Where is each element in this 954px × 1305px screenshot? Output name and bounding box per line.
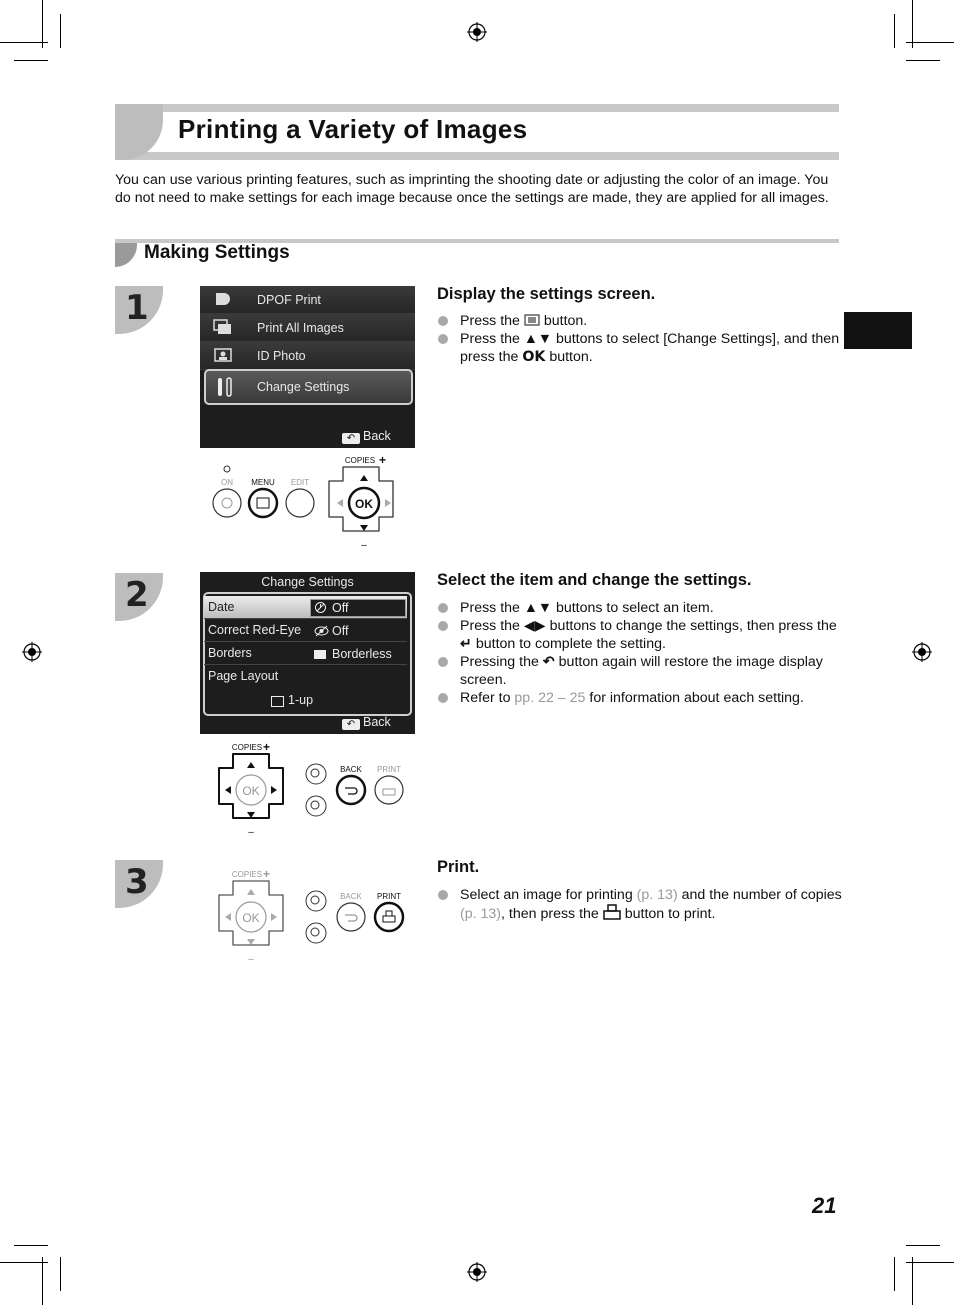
page-number: 21 [812, 1193, 837, 1218]
back-hint: ↶ Back [342, 429, 391, 444]
eye-icon [314, 625, 329, 637]
id-photo-icon [213, 347, 233, 363]
settings-menu-screen [200, 286, 415, 448]
step3-heading: Print. [437, 858, 480, 876]
step3-bullet-1: Select an image for printing (p. 13) and the number of copies (p. 13), then press the button to print. [460, 886, 850, 923]
zoom-in-button[interactable] [306, 891, 326, 911]
copies-label: COPIES [231, 870, 263, 879]
page-ref-link[interactable]: (p. 13) [460, 906, 502, 922]
ok-icon: OK [522, 349, 546, 365]
menu-item-dpof-print[interactable]: DPOF Print [200, 286, 415, 314]
up-down-arrows-icon: ▲▼ [523, 600, 552, 616]
svg-text:+: + [263, 867, 271, 881]
date-icon [314, 601, 327, 614]
svg-text:OK: OK [242, 911, 260, 925]
registration-mark-icon [467, 1262, 487, 1282]
setting-row-red-eye[interactable]: Correct Red-Eye Off [204, 619, 407, 642]
zoom-in-button[interactable] [306, 764, 326, 784]
back-button[interactable] [337, 776, 365, 804]
crop-mark [912, 1257, 913, 1305]
control-panel-step2 [205, 740, 415, 835]
crop-mark [60, 1257, 61, 1291]
back-hint: ↶ Back [342, 715, 391, 730]
crop-mark [42, 0, 43, 48]
step-badge-1: 1 [115, 286, 163, 334]
step-badge-2: 2 [115, 573, 163, 621]
svg-text:+: + [263, 740, 271, 754]
crop-mark [14, 60, 48, 61]
svg-text:OK: OK [355, 497, 373, 511]
edit-label: EDIT [290, 478, 310, 487]
step2-bullet-3: Pressing the ↶ button again will restore the image display screen. [460, 653, 850, 689]
crop-mark [912, 0, 913, 48]
power-button[interactable] [213, 489, 241, 517]
menu-icon [524, 314, 540, 326]
left-right-arrows-icon: ◀▶ [523, 618, 546, 634]
crop-mark [894, 14, 895, 48]
back-button[interactable] [337, 903, 365, 931]
crop-mark [0, 42, 48, 43]
page-ref-link[interactable]: pp. 22 – 25 [514, 690, 586, 706]
setting-row-date[interactable]: Date Off [204, 596, 407, 619]
print-label: PRINT [377, 765, 401, 774]
svg-text:–: – [248, 954, 254, 962]
page-ref-link[interactable]: (p. 13) [636, 887, 678, 903]
section-tab [115, 243, 137, 267]
copies-label: COPIES [231, 743, 263, 752]
intro-paragraph: You can use various printing features, such as imprinting the shooting date or adjusting the color of an image. You do not need to make settings for each image because once the settings are made, they are applied for all images. [115, 172, 829, 206]
svg-text:+: + [379, 455, 387, 467]
crop-mark [906, 1262, 954, 1263]
print-button[interactable] [375, 776, 403, 804]
change-settings-screen [200, 572, 415, 734]
layout-icon [271, 696, 284, 707]
borderless-icon [314, 650, 326, 659]
registration-mark-icon [912, 642, 932, 662]
crop-mark [906, 1245, 940, 1246]
tools-icon [214, 376, 236, 398]
chapter-tab [844, 312, 912, 349]
back-icon: ↶ [342, 433, 360, 444]
step2-bullet-2: Press the ◀▶ buttons to change the settings, then press the ↵ button to complete the setting. [460, 617, 850, 653]
back-label: BACK [340, 765, 362, 774]
crop-mark [906, 42, 954, 43]
menu-button[interactable] [249, 489, 277, 517]
back-icon: ↶ [542, 654, 555, 670]
menu-item-change-settings[interactable]: Change Settings [204, 369, 413, 405]
copies-label: COPIES [344, 456, 376, 465]
registration-mark-icon [467, 22, 487, 42]
ok-icon: ↵ [460, 636, 472, 652]
page-title: Printing a Variety of Images [178, 114, 528, 144]
step2-bullet-1: Press the ▲▼ buttons to select an item. [460, 599, 850, 617]
back-label: BACK [340, 892, 362, 901]
crop-mark [906, 60, 940, 61]
registration-mark-icon [22, 642, 42, 662]
crop-mark [42, 1257, 43, 1305]
control-panel-step3 [205, 867, 415, 962]
step1-bullet-2: Press the ▲▼ buttons to select [Change Settings], and then press the OK button. [460, 330, 850, 366]
print-label: PRINT [377, 892, 401, 901]
print-icon [603, 904, 621, 920]
control-panel-step1 [205, 455, 410, 550]
step1-heading: Display the settings screen. [437, 285, 656, 303]
menu-item-id-photo[interactable]: ID Photo [200, 342, 415, 370]
crop-mark [14, 1245, 48, 1246]
crop-mark [0, 1262, 48, 1263]
step1-bullet-1: Press the button. [460, 312, 850, 330]
back-icon: ↶ [342, 719, 360, 730]
svg-text:–: – [361, 540, 367, 550]
edit-button[interactable] [286, 489, 314, 517]
step2-bullet-4: Refer to pp. 22 – 25 for information about each setting. [460, 689, 850, 707]
crop-mark [60, 14, 61, 48]
zoom-out-button[interactable] [306, 923, 326, 943]
zoom-out-button[interactable] [306, 796, 326, 816]
print-button[interactable] [375, 903, 403, 931]
step-badge-3: 3 [115, 860, 163, 908]
menu-label: MENU [251, 478, 275, 487]
crop-mark [894, 1257, 895, 1291]
section-title: Making Settings [144, 242, 290, 263]
images-stack-icon [213, 319, 233, 335]
svg-text:–: – [248, 827, 254, 835]
screen-title: Change Settings [261, 575, 354, 589]
up-down-arrows-icon: ▲▼ [523, 331, 552, 347]
step2-heading: Select the item and change the settings. [437, 571, 752, 589]
svg-text:OK: OK [242, 784, 260, 798]
setting-row-borders[interactable]: Borders Borderless [204, 642, 407, 665]
setting-row-page-layout[interactable]: Page Layout 1-up [208, 669, 314, 707]
menu-item-print-all[interactable]: Print All Images [200, 314, 415, 342]
dpof-icon [213, 291, 233, 307]
on-label: ON [221, 478, 233, 487]
